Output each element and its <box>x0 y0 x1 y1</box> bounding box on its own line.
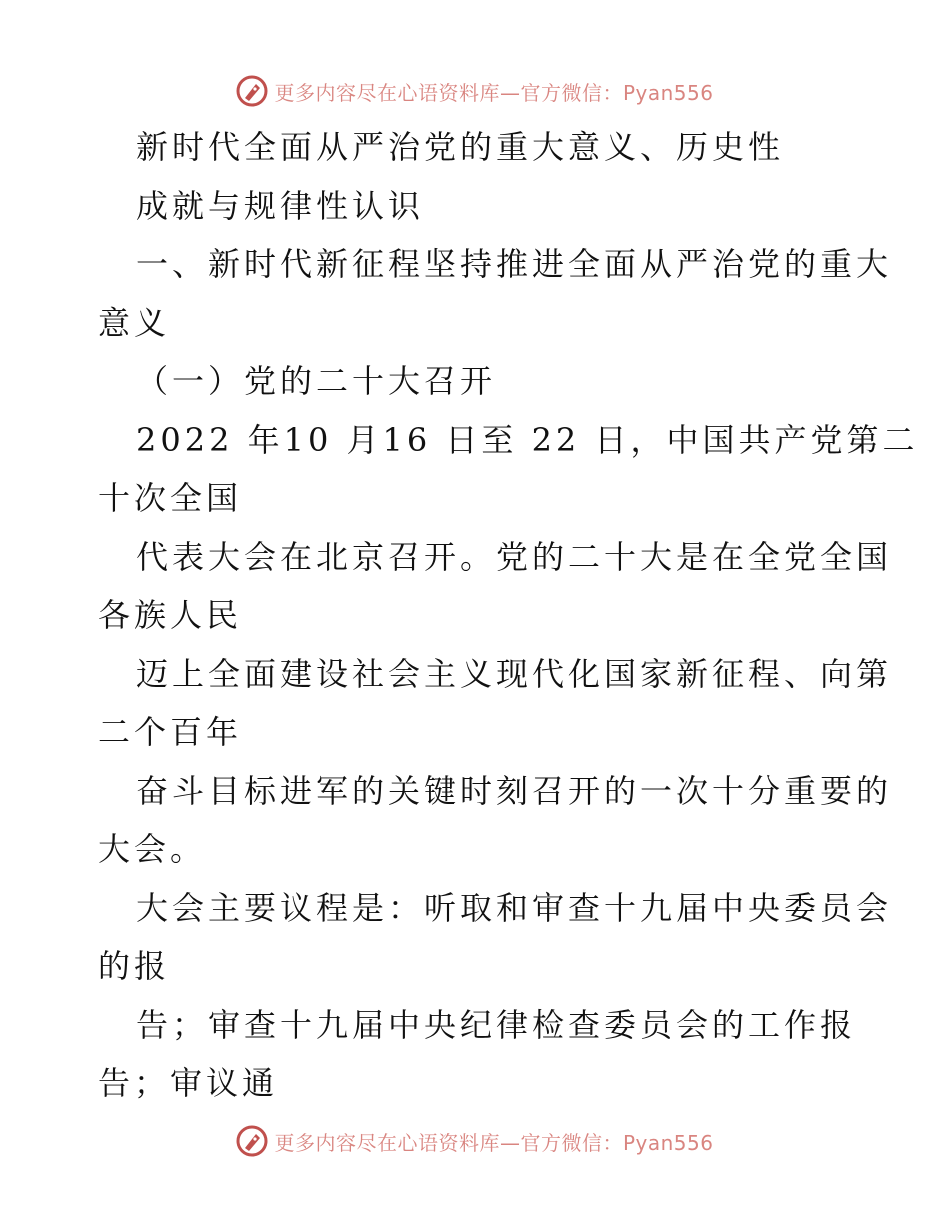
pen-nib-circle-icon <box>236 75 268 107</box>
footer-watermark-banner <box>0 1121 950 1161</box>
paragraph-line: 2022 年10 月16 日至 22 日，中国共产党第二 <box>136 420 919 459</box>
section-heading-line: 一、新时代新征程坚持推进全面从严治党的重大 <box>136 245 893 283</box>
section-heading-continuation: 意义 <box>98 303 171 342</box>
subsection-heading: （一）党的二十大召开 <box>136 362 497 400</box>
paragraph-line: 告；审查十九届中央纪律检查委员会的工作报 <box>136 1005 857 1044</box>
paragraph-line: 的报 <box>98 947 171 985</box>
pen-nib-circle-icon <box>236 1125 268 1157</box>
paragraph-line: 大会。 <box>98 830 207 868</box>
paragraph-line: 二个百年 <box>98 713 243 751</box>
paragraph-line: 各族人民 <box>98 596 243 634</box>
paragraph-line: 奋斗目标进军的关键时刻召开的一次十分重要的 <box>136 771 893 810</box>
watermark-text: 更多内容尽在心语资料库—官方微信：Pyan556 <box>274 80 714 105</box>
paragraph-line: 迈上全面建设社会主义现代化国家新征程、向第 <box>136 654 893 693</box>
document-body <box>98 118 919 1113</box>
watermark-text: 更多内容尽在心语资料库—官方微信：Pyan556 <box>274 1130 714 1155</box>
header-watermark-banner <box>0 71 950 111</box>
title-line-2: 成就与规律性认识 <box>136 186 425 225</box>
paragraph-line: 告；审议通 <box>98 1064 279 1102</box>
title-line-1: 新时代全面从严治党的重大意义、历史性 <box>136 128 785 166</box>
paragraph-line: 代表大会在北京召开。党的二十大是在全党全国 <box>136 537 893 576</box>
paragraph-line: 大会主要议程是：听取和审查十九届中央委员会 <box>136 888 893 927</box>
paragraph-line: 十次全国 <box>98 479 243 517</box>
